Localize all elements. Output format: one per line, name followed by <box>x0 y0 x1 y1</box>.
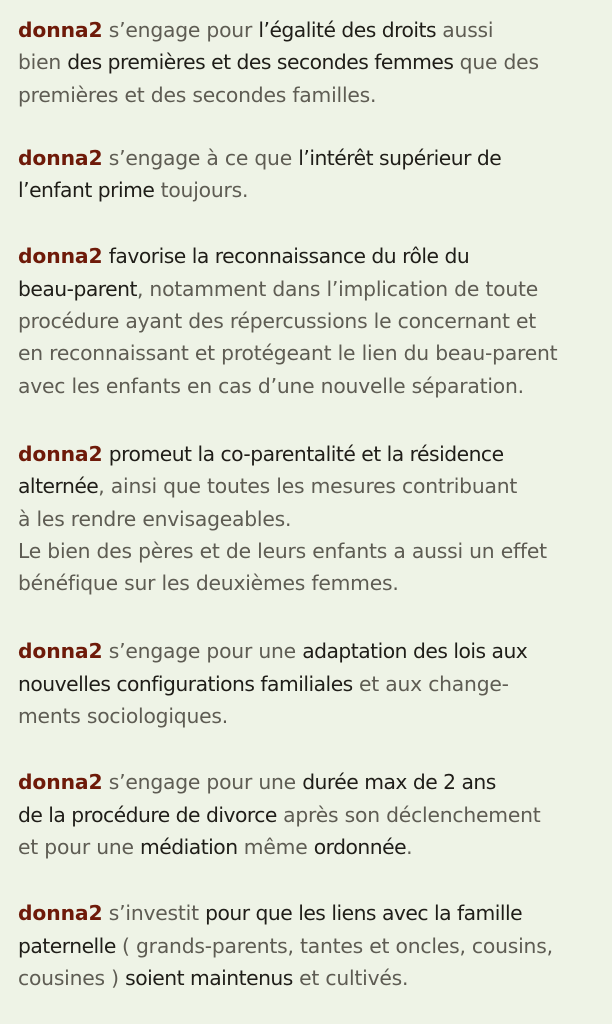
brand-name: donna2 <box>18 18 103 42</box>
emphasis-text: adaptation des lois aux <box>302 639 528 664</box>
body-text: Le bien des pères et de leurs enfants a aussi un effet <box>18 538 547 563</box>
text-line <box>18 567 598 599</box>
body-text: s’engage à ce que <box>102 145 299 170</box>
body-text: cousines ) <box>18 965 126 990</box>
emphasis-text: pour que les liens avec la famille <box>205 901 523 926</box>
body-text: avec les enfants en cas d’une nouvelle séparation. <box>18 373 524 398</box>
text-line <box>18 337 598 369</box>
emphasis-text: des premières et des secondes femmes <box>67 50 454 75</box>
body-text: , ainsi que toutes les mesures contribuant <box>98 474 518 499</box>
body-text: après son déclenchement <box>276 802 541 827</box>
body-text: à les rendre envisageables. <box>18 506 292 531</box>
brand-name: donna2 <box>18 639 103 664</box>
body-text: procédure ayant des répercussions le concernant et <box>18 309 537 334</box>
text-line <box>18 831 598 863</box>
body-text: et pour une <box>18 834 141 859</box>
emphasis-text: paternelle <box>18 933 116 958</box>
paragraph-famille-paternelle <box>18 897 598 994</box>
text-line <box>18 174 598 206</box>
emphasis-text: l’enfant prime <box>18 178 155 203</box>
text-line <box>18 14 598 46</box>
body-text: premières et des secondes familles. <box>18 82 377 107</box>
emphasis-text: nouvelles configurations familiales <box>18 671 353 696</box>
text-line <box>18 930 598 962</box>
paragraph-egalite-droits <box>18 14 598 111</box>
body-text: ( grands-parents, tantes et oncles, cousins, <box>115 933 553 958</box>
body-text: ments sociologiques. <box>18 704 228 729</box>
body-text: toujours. <box>154 178 249 203</box>
body-text: s’engage pour une <box>102 770 303 795</box>
text-line <box>18 370 598 402</box>
body-text: bien <box>18 50 68 75</box>
brand-name: donna2 <box>18 244 103 269</box>
text-line <box>18 668 598 700</box>
text-line <box>18 700 598 732</box>
paragraph-adaptation-lois <box>18 635 598 732</box>
emphasis-text: alternée <box>18 474 99 499</box>
body-text: s’engage pour <box>102 18 259 42</box>
brand-name: donna2 <box>18 441 103 466</box>
text-line <box>18 799 598 831</box>
text-line <box>18 962 598 994</box>
body-text: que des <box>453 50 539 75</box>
emphasis-text: l’intérêt supérieur de <box>298 145 502 170</box>
text-line <box>18 503 598 535</box>
body-text: bénéfique sur les deuxièmes femmes. <box>18 571 399 596</box>
body-text: en reconnaissant et protégeant le lien du beau-parent <box>18 341 558 366</box>
body-text: , notamment dans l’implication de toute <box>136 276 539 301</box>
body-text: aussi <box>436 18 494 42</box>
emphasis-text: l’égalité des droits <box>258 18 437 42</box>
emphasis-text: soient maintenus <box>125 965 293 990</box>
text-line <box>18 635 598 667</box>
text-line <box>18 142 598 174</box>
body-text: et aux change- <box>352 671 509 696</box>
paragraph-duree-divorce <box>18 766 598 863</box>
text-line <box>18 766 598 798</box>
text-line <box>18 46 598 78</box>
text-line <box>18 305 598 337</box>
emphasis-text: durée max de 2 ans <box>302 770 496 795</box>
text-line <box>18 240 598 272</box>
body-text: même <box>237 834 314 859</box>
paragraph-beau-parent <box>18 240 598 401</box>
emphasis-text: médiation <box>140 834 238 859</box>
brand-name: donna2 <box>18 770 103 795</box>
text-line <box>18 470 598 502</box>
text-line <box>18 897 598 929</box>
emphasis-text: de la procédure de divorce <box>18 802 277 827</box>
emphasis-text: favorise la reconnaissance du rôle du <box>108 244 470 269</box>
body-text: . <box>406 834 413 859</box>
paragraph-interet-enfant <box>18 142 598 207</box>
text-line <box>18 438 598 470</box>
body-text: s’investit <box>102 901 206 926</box>
text-line <box>18 273 598 305</box>
text-line <box>18 79 598 111</box>
brand-name: donna2 <box>18 901 103 926</box>
emphasis-text: ordonnée <box>313 834 407 859</box>
body-text: et cultivés. <box>292 965 409 990</box>
brand-name: donna2 <box>18 145 103 170</box>
text-line <box>18 535 598 567</box>
emphasis-text: beau-parent <box>18 276 137 301</box>
paragraph-co-parentalite <box>18 438 598 599</box>
body-text: s’engage pour une <box>102 639 303 664</box>
emphasis-text: promeut la co-parentalité et la résidence <box>108 441 504 466</box>
